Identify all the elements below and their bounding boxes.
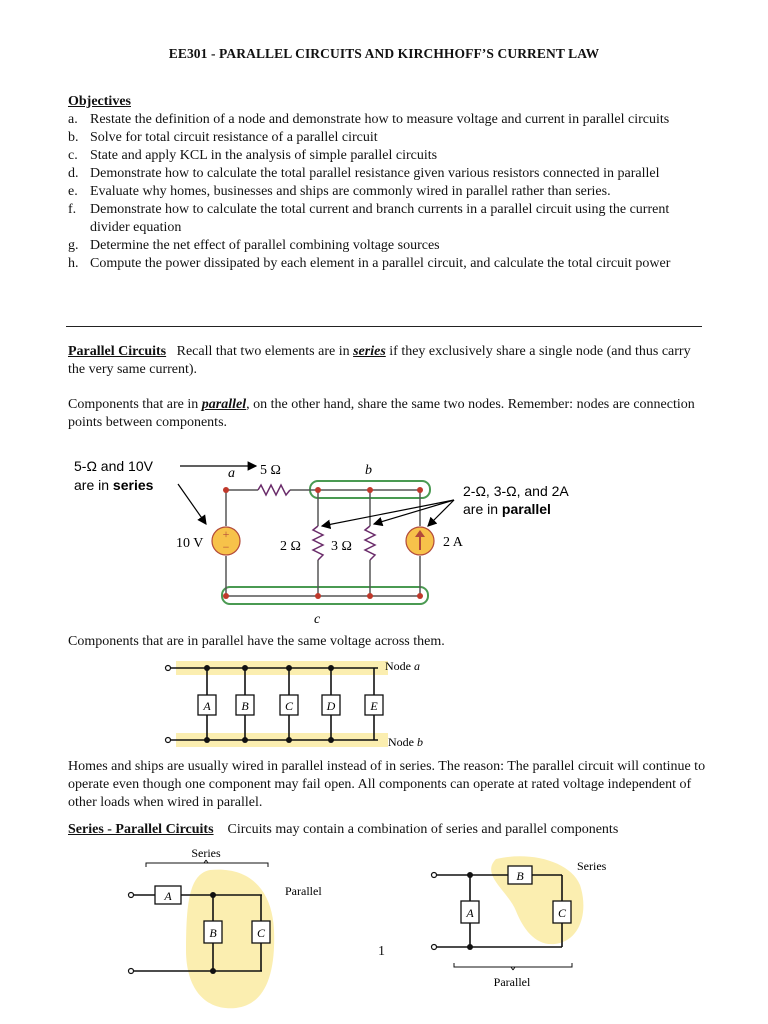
list-item: f. Demonstrate how to calculate the total current and branch currents in a parallel circuit using the current divider equation bbox=[68, 202, 670, 235]
annotation-arrows bbox=[178, 466, 454, 526]
page-number: 1 bbox=[378, 944, 385, 959]
page-title: EE301 - PARALLEL CIRCUITS AND KIRCHHOFF’S CURRENT LAW bbox=[168, 46, 600, 61]
r2-label: 3 Ω bbox=[331, 539, 352, 554]
parallel-label: Parallel bbox=[493, 975, 531, 989]
resistor-3-ohm bbox=[365, 526, 375, 560]
r1-label: 2 Ω bbox=[280, 539, 301, 554]
box-a-label: A bbox=[164, 889, 172, 903]
node-b-label: b bbox=[365, 463, 372, 478]
objectives-list bbox=[68, 111, 708, 273]
minus-sign: − bbox=[222, 540, 230, 554]
parallel-circuits-heading: Parallel Circuits bbox=[68, 344, 167, 359]
series-note-line1: 5-Ω and 10V bbox=[74, 458, 153, 474]
box-c-label: C bbox=[557, 906, 567, 920]
box-b-label: B bbox=[516, 869, 524, 883]
series-parallel-figure-left bbox=[0, 840, 380, 1024]
homes-ships-paragraph: Homes and ships are usually wired in parallel instead of in series. The reason: The parallel circuit will continue to operate even though one component may fail open. All components can operate at rated voltage independent of other loads when wired in parallel. bbox=[68, 759, 706, 810]
parallel-term: parallel bbox=[201, 397, 247, 412]
list-item: c. State and apply KCL in the analysis of simple parallel circuits bbox=[68, 148, 438, 163]
series-note-line2: are in series bbox=[74, 477, 154, 493]
i-source-label: 2 A bbox=[443, 535, 463, 550]
list-item: a. Restate the definition of a node and demonstrate how to measure voltage and current in parallel circuits bbox=[68, 112, 670, 127]
parallel-label: Parallel bbox=[285, 884, 322, 898]
list-item: d. Demonstrate how to calculate the total parallel resistance given various resistors connected in parallel bbox=[68, 166, 660, 181]
box-b-label: B bbox=[209, 926, 217, 940]
same-voltage-paragraph: Components that are in parallel have the same voltage across them. bbox=[68, 634, 445, 649]
list-item: e. Evaluate why homes, businesses and ships are commonly wired in parallel rather than series. bbox=[68, 184, 611, 199]
box-e-label: E bbox=[370, 699, 378, 713]
box-c-label: C bbox=[256, 926, 266, 940]
node-a-label: a bbox=[228, 466, 235, 481]
terminal-a bbox=[166, 666, 171, 671]
series-parallel-figure-right bbox=[420, 845, 620, 995]
box-d-label: D bbox=[326, 699, 336, 713]
series-highlight bbox=[491, 856, 583, 944]
circuit-figure-1 bbox=[0, 440, 768, 630]
parallel-note-line2: are in parallel bbox=[463, 501, 551, 517]
series-label: Series bbox=[191, 846, 221, 860]
r-series-label: 5 Ω bbox=[260, 463, 281, 478]
node-dots bbox=[223, 487, 423, 599]
parallel-note-line1: 2-Ω, 3-Ω, and 2A bbox=[463, 483, 569, 499]
parallel-boxes-figure bbox=[0, 655, 768, 755]
box-a-label: A bbox=[466, 906, 474, 920]
section-divider bbox=[66, 326, 702, 327]
resistor-2-ohm bbox=[313, 526, 323, 560]
node-b-caption: Node b bbox=[388, 735, 423, 749]
node-c-label: c bbox=[314, 612, 321, 627]
series-term: series bbox=[353, 344, 386, 359]
list-item: g. Determine the net effect of parallel combining voltage sources bbox=[68, 238, 440, 253]
parallel-circuits-paragraph: Parallel Circuits Recall that two elements are in series if they exclusively share a single node (and thus carry the very same current). bbox=[68, 344, 691, 377]
list-item: h. Compute the power dissipated by each element in a parallel circuit, and calculate the total circuit power bbox=[68, 256, 671, 271]
plus-sign: + bbox=[222, 527, 230, 541]
v-source-label: 10 V bbox=[176, 536, 204, 551]
objectives-heading: Objectives bbox=[68, 94, 131, 109]
series-parallel-paragraph: Series - Parallel Circuits Circuits may contain a combination of series and parallel components bbox=[68, 822, 619, 837]
series-parallel-heading: Series - Parallel Circuits bbox=[68, 822, 214, 837]
circuit-wires bbox=[226, 490, 420, 596]
series-label: Series bbox=[577, 859, 607, 873]
box-b-label: B bbox=[241, 699, 249, 713]
box-c-label: C bbox=[284, 699, 294, 713]
parallel-definition-paragraph: Components that are in parallel, on the other hand, share the same two nodes. Remember: nodes are connection points between components. bbox=[68, 397, 695, 430]
resistor-5-ohm bbox=[258, 485, 290, 495]
node-a-caption: Node a bbox=[385, 659, 420, 673]
list-item: b. Solve for total circuit resistance of a parallel circuit bbox=[68, 130, 378, 145]
terminal-b bbox=[166, 738, 171, 743]
box-a-label: A bbox=[203, 699, 211, 713]
